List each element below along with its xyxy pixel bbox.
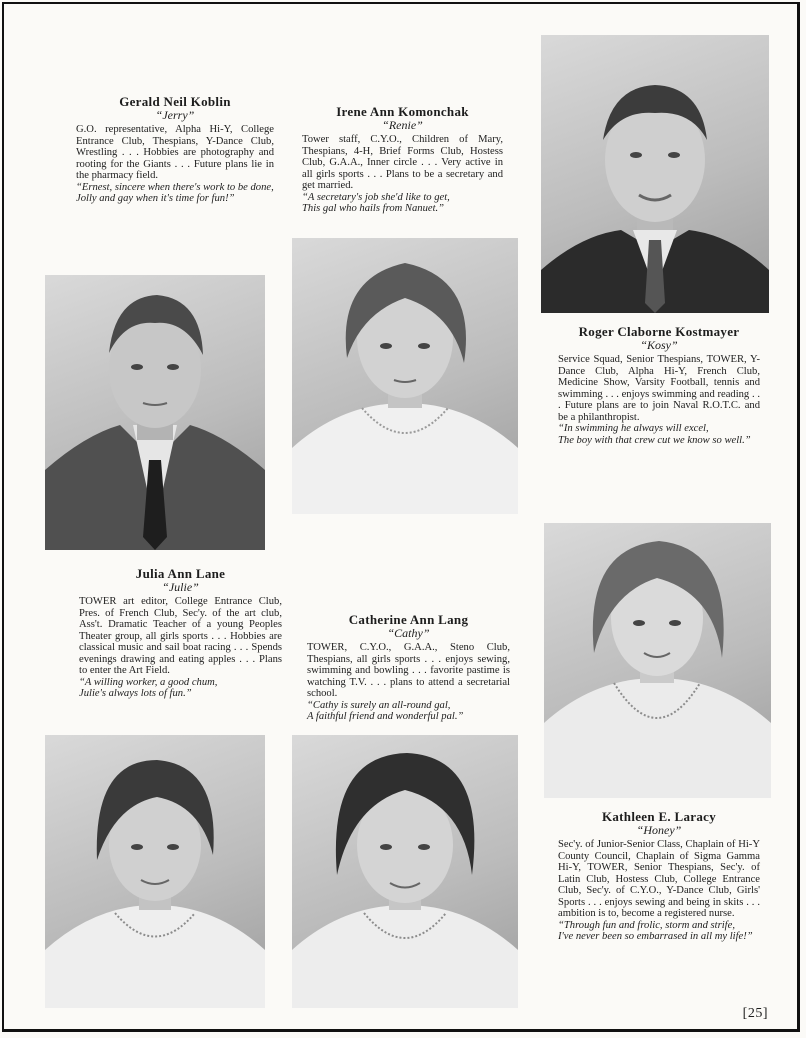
bio-julia-lane — [79, 566, 282, 700]
student-quote: “A willing worker, a good chum, Julie's always lots of fun.” — [79, 676, 218, 699]
student-name: Gerald Neil Koblin — [119, 94, 231, 109]
student-nickname: “Julie” — [162, 580, 199, 594]
photo-irene-komonchak — [292, 238, 518, 514]
bio-roger-kostmayer — [558, 324, 760, 446]
student-name: Roger Claborne Kostmayer — [578, 324, 740, 339]
student-quote: “In swimming he always will excel, The boy with that crew cut we know so well.” — [558, 423, 751, 446]
page-number: [25] — [742, 1006, 768, 1021]
student-activities: Sec'y. of Junior-Senior Class, Chaplain of Hi-Y County Council, Chaplain of Sigma Gamma Hi-Y, TOWER, Senior Thespians, Sec'y. of Latin Club, Hostess Club, College Entrance Club, Sec'y. of C.Y.O., Y-Dance Club, Girls' Sports . . . enjoys sewing and being in skits . . . ambition is to, become a registered nurse. — [558, 839, 760, 919]
photo-roger-kostmayer — [541, 35, 769, 313]
student-activities: G.O. representative, Alpha Hi-Y, College Entrance Club, Thespians, Y-Dance Club, Wrestling . . . Hobbies are photography and rooting for the Giants . . . Future plans lie in the pharmacy field. — [76, 124, 274, 181]
student-quote: “A secretary's job she'd like to get, This gal who hails from Nanuet.” — [302, 191, 450, 214]
student-activities: TOWER, C.Y.O., G.A.A., Steno Club, Thespians, all girls sports . . . enjoys sewing, swimming and bowling . . . favorite pastime is watching T.V. . . . plans to attend a secretarial school. — [307, 642, 510, 699]
student-activities: Tower staff, C.Y.O., Children of Mary, Thespians, 4-H, Brief Forms Club, Hostess Club, G.A.A., Inner circle . . . Very active in all girls sports . . . Plans to be a secretary and get married. — [302, 134, 503, 191]
student-nickname: “Honey” — [636, 823, 682, 837]
bio-irene-komonchak — [302, 104, 503, 215]
photo-catherine-lang — [292, 735, 518, 1008]
photo-gerald-koblin — [45, 275, 265, 550]
student-quote: “Cathy is surely an all-round gal, A faithful friend and wonderful pal.” — [307, 699, 464, 722]
student-name: Julia Ann Lane — [135, 566, 226, 581]
student-nickname: “Cathy” — [387, 626, 430, 640]
bio-kathleen-laracy — [558, 809, 760, 943]
student-name: Catherine Ann Lang — [348, 612, 469, 627]
student-quote: “Through fun and frolic, storm and strife, I've never been so embarrased in all my life!” — [558, 919, 753, 942]
bio-gerald-koblin — [76, 94, 274, 205]
photo-julia-lane — [45, 735, 265, 1008]
student-quote: “Ernest, sincere when there's work to be done, Jolly and gay when it's time for fun!” — [76, 181, 274, 204]
bio-catherine-lang — [307, 612, 510, 723]
student-nickname: “Kosy” — [640, 338, 678, 352]
student-nickname: “Renie” — [382, 118, 423, 132]
student-activities: TOWER art editor, College Entrance Club, Pres. of French Club, Sec'y. of the art club, Ass't. Dramatic Teacher of a young Peoples Theater group, all girls sports . . . Hobbies are classical music and sail boat racing . . . Spends evenings drawing and eating apples . . . Plans to enter the Art Field. — [79, 596, 282, 676]
student-name: Irene Ann Komonchak — [336, 104, 469, 119]
photo-kathleen-laracy — [544, 523, 771, 798]
student-name: Kathleen E. Laracy — [601, 809, 717, 824]
student-activities: Service Squad, Senior Thespians, TOWER, Y-Dance Club, Alpha Hi-Y, French Club, Medicine Show, Varsity Football, tennis and swimming . . . enjoys swimming and reading . . . Future plans are to join Naval R.O.T.C. and be a philanthropist. — [558, 354, 760, 423]
student-nickname: “Jerry” — [155, 108, 195, 122]
